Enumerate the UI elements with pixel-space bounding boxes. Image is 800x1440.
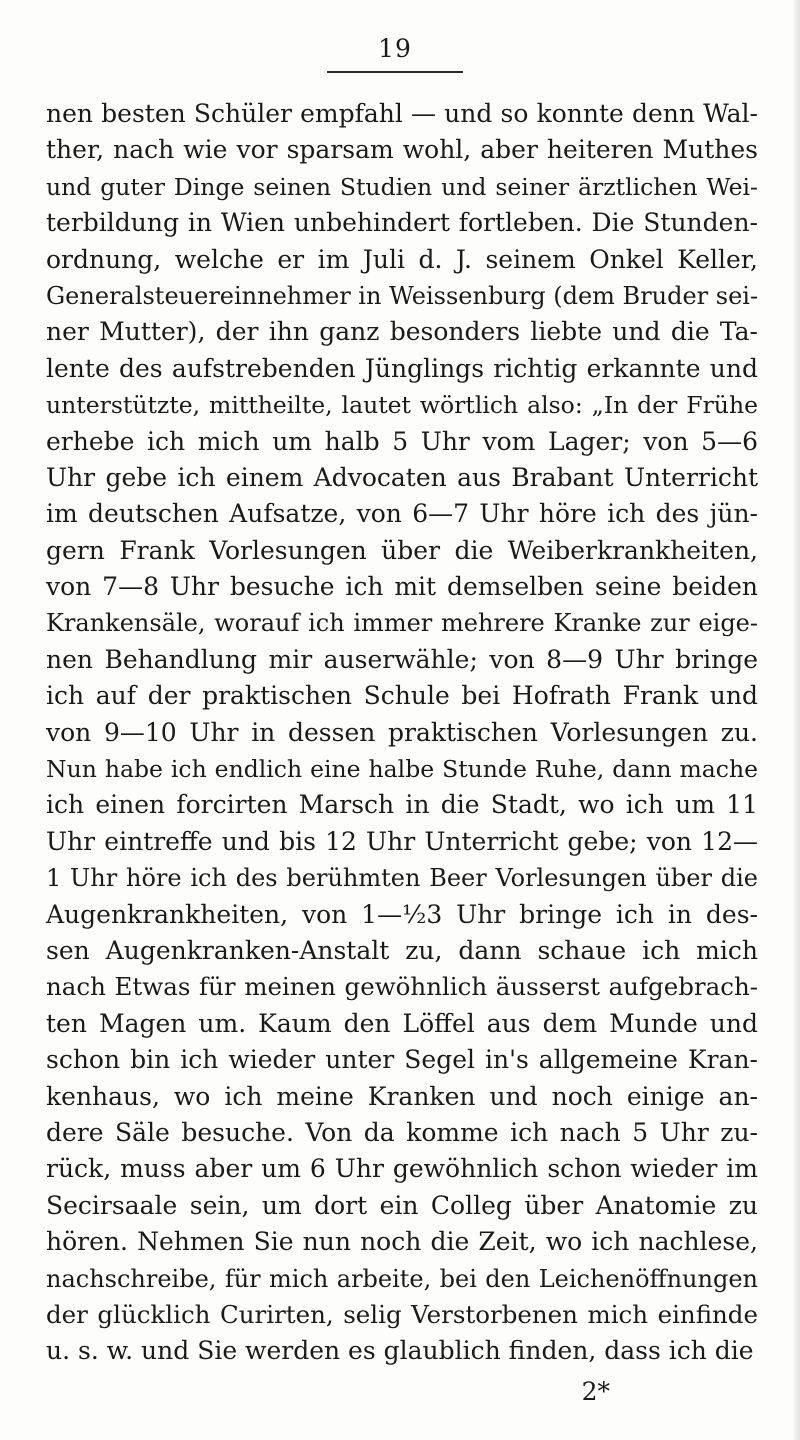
text-line: Krankensäle, worauf ich immer mehrere Kranke zur eige-	[46, 609, 758, 638]
text-line: Augenkrankheiten, von 1—½3 Uhr bringe ich in des-	[46, 899, 758, 929]
text-line: schon bin ich wieder unter Segel in's allgemeine Kran-	[46, 1045, 758, 1075]
text-line: Uhr gebe ich einem Advocaten aus Brabant Unterricht	[46, 462, 758, 492]
signature-mark: 2*	[581, 1377, 610, 1406]
text-line: nen besten Schüler empfahl — und so konnte denn Wal-	[46, 99, 758, 128]
text-line: dere Säle besuche. Von da komme ich nach 5 Uhr zu-	[46, 1117, 758, 1147]
text-line: nen Behandlung mir auserwähle; von 8—9 Uhr bringe	[46, 644, 758, 674]
page-edge	[794, 0, 800, 1440]
text-line: 1 Uhr höre ich des berühmten Beer Vorlesungen über die	[46, 864, 758, 893]
text-line: lente des aufstrebenden Jünglings richtig erkannte und	[46, 353, 758, 383]
text-line: im deutschen Aufsatze, von 6—7 Uhr höre ich des jün-	[46, 499, 758, 529]
text-line: Generalsteuereinnehmer in Weissenburg (dem Bruder sei-	[46, 281, 759, 310]
text-line: ther, nach wie vor sparsam wohl, aber heiteren Muthes	[46, 135, 758, 165]
text-line: ich auf der praktischen Schule bei Hofrath Frank und	[46, 681, 758, 711]
text-line: u. s. w. und Sie werden es glaublich finden, dass ich die	[46, 1336, 754, 1366]
text-line: der glücklich Curirten, selig Verstorbenen mich einfinde	[46, 1299, 758, 1329]
text-line: Nun habe ich endlich eine halbe Stunde Ruhe, dann mache	[46, 755, 758, 784]
text-line: nachschreibe, für mich arbeite, bei den Leichenöffnungen	[46, 1264, 758, 1293]
text-line: hören. Nehmen Sie nun noch die Zeit, wo ich nachlese,	[46, 1227, 758, 1257]
text-line: kenhaus, wo ich meine Kranken und noch einige an-	[46, 1081, 758, 1111]
text-line: rück, muss aber um 6 Uhr gewöhnlich schon wieder im	[46, 1154, 758, 1184]
text-line: sen Augenkranken-Anstalt zu, dann schaue ich mich	[46, 935, 758, 965]
text-line: unterstützte, mittheilte, lautet wörtlich also: „In der Frühe	[46, 391, 758, 420]
text-line: terbildung in Wien unbehindert fortleben. Die Stunden-	[46, 208, 758, 238]
text-line: von 7—8 Uhr besuche ich mit demselben seine beiden	[46, 572, 758, 602]
text-line: ner Mutter), der ihn ganz besonders liebte und die Ta-	[46, 317, 758, 347]
text-line: ordnung, welche er im Juli d. J. seinem Onkel Keller,	[46, 244, 758, 274]
text-line: von 9—10 Uhr in dessen praktischen Vorlesungen zu.	[46, 717, 758, 747]
text-line: ich einen forcirten Marsch in die Stadt, wo ich um 11	[46, 790, 758, 820]
text-line: gern Frank Vorlesungen über die Weiberkrankheiten,	[46, 535, 758, 565]
text-line: erhebe ich mich um halb 5 Uhr vom Lager; von 5—6	[46, 426, 758, 456]
body-text	[46, 96, 758, 1370]
header-rule	[327, 71, 463, 73]
text-line: Uhr eintreffe und bis 12 Uhr Unterricht gebe; von 12—	[46, 826, 758, 856]
text-line: Secirsaale sein, um dort ein Colleg über Anatomie zu	[46, 1190, 758, 1220]
text-line: ten Magen um. Kaum den Löffel aus dem Munde und	[46, 1008, 758, 1038]
page-number: 19	[378, 34, 412, 63]
text-line: nach Etwas für meinen gewöhnlich äusserst aufgebrach-	[46, 972, 758, 1002]
text-line: und guter Dinge seinen Studien und seiner ärztlichen Wei-	[46, 172, 758, 201]
